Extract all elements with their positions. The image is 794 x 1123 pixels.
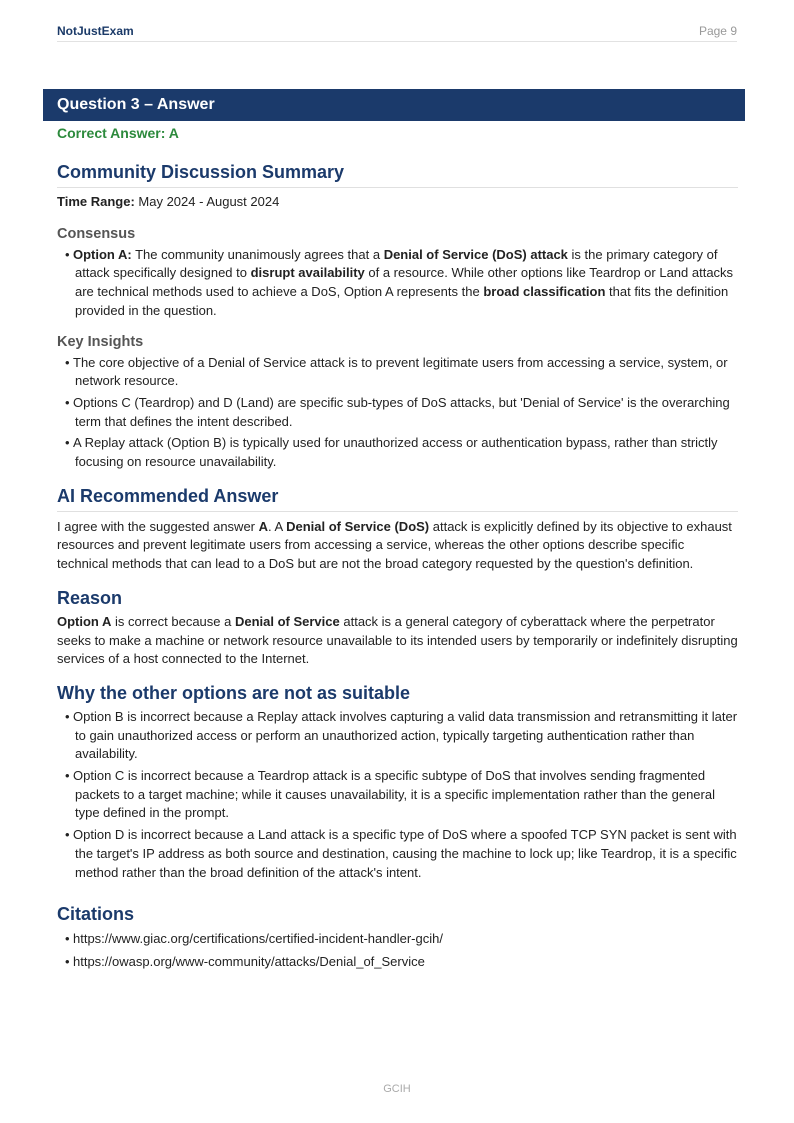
- consensus-heading: Consensus: [57, 225, 136, 242]
- citation-link[interactable]: • https://owasp.org/www-community/attacks/Denial_of_Service: [57, 953, 738, 972]
- time-range: [57, 193, 738, 212]
- list-item: • Option D is incorrect because a Land attack is a specific type of DoS where a spoofed TCP SYN packet is sent with the target's IP address as both source and destination, causing the machine to lock up; like Teardrop, it is a specific method rather than the broad definition of the attack's intent.: [57, 826, 738, 882]
- key-insights-heading: Key Insights: [57, 333, 144, 350]
- page-footer: GCIH: [383, 1083, 411, 1095]
- consensus-lead: Option A:: [73, 246, 132, 262]
- consensus-bold: broad classification: [483, 284, 606, 300]
- ai-bold: Denial of Service (DoS): [286, 518, 430, 534]
- brand-name: NotJustExam: [57, 24, 134, 38]
- consensus-list: [57, 246, 738, 321]
- reason-bold: Denial of Service: [234, 613, 340, 629]
- correct-answer: Correct Answer: A: [57, 125, 179, 141]
- time-range-label: Time Range:: [57, 194, 135, 209]
- list-item: • The core objective of a Denial of Service attack is to prevent legitimate users from accessing a service, system, or network resource.: [57, 354, 738, 391]
- ai-text: attack is explicitly defined by its objective to exhaust resources and prevent legitimate users from accessing a service, whereas the other options describe specific technical methods that can lead to a DoS but are not the broad category requested by the question's definition.: [57, 518, 732, 572]
- consensus-text: of a resource. While other options like Teardrop or Land attacks are technical methods used to achieve a DoS, Option A represents the: [75, 265, 734, 300]
- other-options-list: [57, 708, 738, 882]
- consensus-text: is the primary category of attack specifically designed to: [75, 246, 718, 281]
- ai-answer-paragraph: [57, 518, 738, 574]
- citations-list: [57, 930, 738, 971]
- ai-answer-heading: AI Recommended Answer: [57, 484, 738, 512]
- reason-heading: Reason: [57, 587, 123, 608]
- list-item: • Options C (Teardrop) and D (Land) are specific sub-types of DoS attacks, but 'Denial of Service' is the overarching term that defines the intent described.: [57, 394, 738, 431]
- page-number: Page 9: [698, 24, 737, 38]
- question-title-bar: [43, 89, 745, 121]
- answer-content: [57, 124, 738, 976]
- consensus-bold: disrupt availability: [250, 265, 365, 281]
- ai-text: . A: [268, 518, 287, 534]
- reason-text: attack is a general category of cyberattack where the perpetrator seeks to make a machine or network resource unavailable to its intended users by temporarily or indefinitely disrupting services of a host connected to the Internet.: [57, 613, 738, 667]
- other-options-heading: Why the other options are not as suitable: [57, 682, 411, 703]
- ai-text: I agree with the suggested answer: [57, 518, 259, 534]
- citations-heading: Citations: [57, 904, 135, 925]
- reason-paragraph: [57, 613, 738, 669]
- reason-text: is correct because a: [111, 613, 235, 629]
- ai-bold: A: [258, 518, 269, 534]
- reason-bold: Option A: [57, 613, 112, 629]
- consensus-item: [57, 246, 738, 321]
- list-item: • A Replay attack (Option B) is typically used for unauthorized access or authentication bypass, rather than strictly focusing on resource unavailability.: [57, 434, 738, 471]
- page-header: [57, 22, 737, 42]
- consensus-text: that fits the definition provided in the question.: [75, 284, 729, 318]
- list-item: • Option B is incorrect because a Replay attack involves capturing a valid data transmission and retransmitting it later to gain unauthorized access or perform an unauthorized action, typically targeting authentication rather than availability.: [57, 708, 738, 764]
- time-range-value: May 2024 - August 2024: [134, 194, 280, 209]
- list-item: • Option C is incorrect because a Teardrop attack is a specific subtype of DoS that involves sending fragmented packets to a target machine; while it causes unavailability, it is a specific implementation rather than the general type defined in the prompt.: [57, 767, 738, 823]
- citation-link[interactable]: • https://www.giac.org/certifications/certified-incident-handler-gcih/: [57, 930, 738, 949]
- question-title: Question 3 – Answer: [57, 96, 215, 113]
- consensus-bold: Denial of Service (DoS) attack: [383, 246, 568, 262]
- key-insights-list: [57, 354, 738, 472]
- consensus-text: The community unanimously agrees that a: [131, 246, 384, 262]
- community-summary-heading: Community Discussion Summary: [57, 160, 738, 188]
